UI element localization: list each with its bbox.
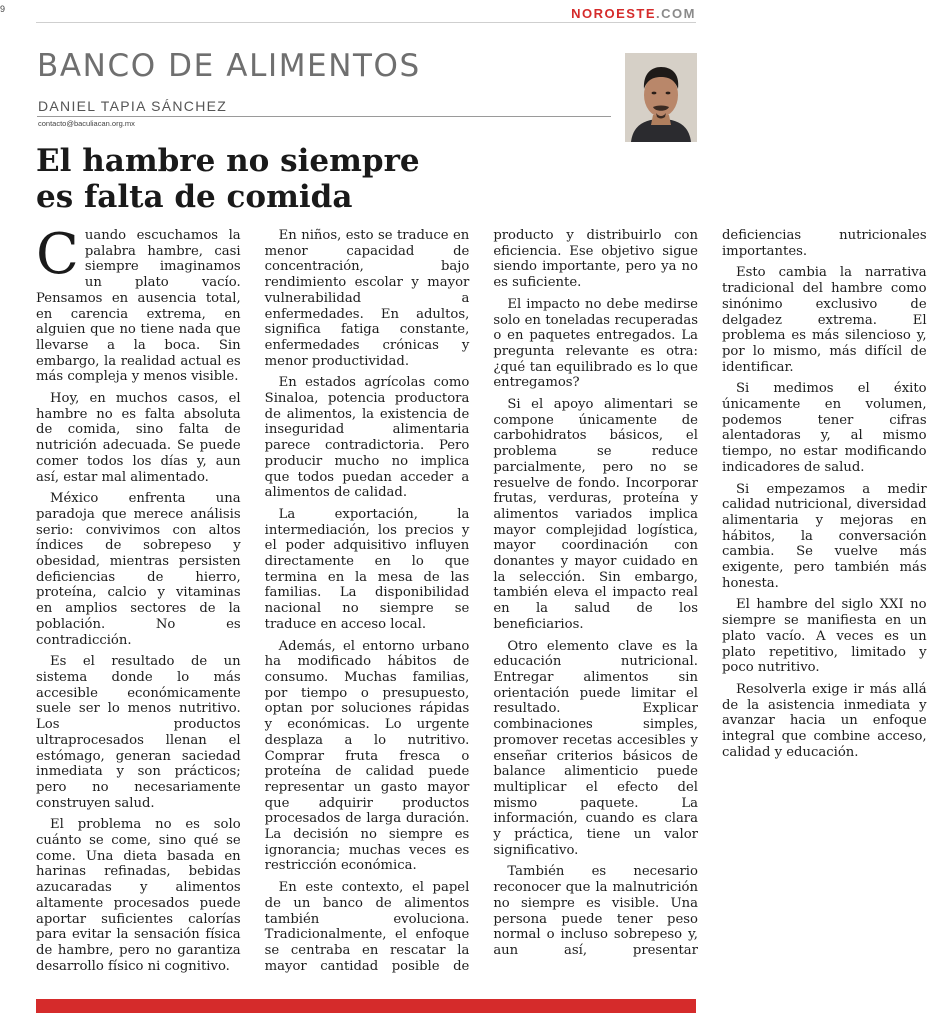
article-paragraph: La exportación, la intermediación, los precios y el poder adquisitivo influyen directamente en lo que termina en la mesa de las familias. La disponibilidad nacional no siempre se traduce en acceso local.: [264, 506, 470, 632]
section-title: BANCO DE ALIMENTOS: [37, 48, 421, 84]
article-paragraph: Otro elemento clave es la educación nutricional. Entregar alimentos sin orientación puede limitar el resultado. Explicar combinaciones simples, promover recetas accesibles y enseñar criterios básicos de balance alimenticio puede multiplicar el efecto del mismo paquete. La información, cuando es clara y práctica, tiene un valor significativo.: [493, 638, 698, 858]
article-paragraph: En estados agrícolas como Sinaloa, potencia productora de alimentos, la existencia de inseguridad alimentaria parece contradictoria. Pero producir mucho no implica que todos puedan acceder a alimentos de calidad.: [264, 375, 470, 501]
article-paragraph: Si empezamos a medir calidad nutricional, diversidad alimentaria y mejoras en hábitos, la conversación cambia. Se vuelve más exigente, pero también más honesta.: [721, 481, 927, 591]
author-email[interactable]: contacto@baculiacan.org.mx: [38, 119, 135, 128]
author-portrait-icon: [625, 53, 697, 142]
header-rule: [36, 22, 696, 23]
article-paragraph: Es el resultado de un sistema donde lo más accesible económicamente suele ser lo menos nutritivo. Los productos ultraprocesados llenan el estómago, generan saciedad inmediata y son prácticos; pero no necesariamente construyen salud.: [36, 654, 241, 811]
article-paragraph: El hambre del siglo XXI no siempre se manifiesta en un plato vacío. A veces es un plato repetitivo, limitado y poco nutritivo.: [721, 597, 927, 676]
article-paragraph: Si medimos el éxito únicamente en volumen, podemos tener cifras alentadoras y, al mismo tiempo, no estar modificando indicadores de salud.: [721, 381, 927, 475]
article-paragraph: El problema no es solo cuánto se come, sino qué se come. Una dieta basada en harinas refinadas, bebidas azucaradas y alimentos altamente procesados puede aportar suficientes calorías para evitar la sensación física de hambre, pero no garantiza desarrollo físico ni cognitivo.: [36, 817, 241, 974]
article-paragraph: Hoy, en muchos casos, el hambre no es falta absoluta de comida, sino falta de nutrición adecuada. Se puede comer todos los días y, aun así, estar mal alimentado.: [36, 391, 241, 485]
brand-name: NOROESTE: [571, 6, 657, 21]
headline-line: es falta de comida: [36, 179, 353, 215]
article-headline: [36, 143, 596, 215]
article-paragraph: También es necesario reconocer que la malnutrición no siempre es visible. Una persona puede tener peso normal o incluso sobrepeso y, aun así, presentar deficiencias nutricionales importantes.: [493, 228, 927, 958]
page-number: 9: [0, 4, 6, 14]
author-rule: [37, 116, 611, 117]
headline-line: El hambre no siempre: [36, 143, 420, 179]
article-paragraph: Esto cambia la narrativa tradicional del hambre como sinónimo exclusivo de delgadez extrema. El problema es más silencioso y, por lo mismo, más difícil de identificar.: [721, 265, 927, 375]
article-paragraph: En este contexto, el papel de un banco de alimentos también evoluciona. Tradicionalmente, el enfoque se centraba en rescatar la mayor cantidad posible de producto y distribuirlo con eficiencia. Ese objetivo sigue siendo importante, pero ya no es suficiente.: [264, 228, 698, 974]
article-paragraph: En niños, esto se traduce en menor capacidad de concentración, bajo rendimiento escolar y mayor vulnerabilidad a enfermedades. En adultos, significa fatiga constante, enfermedades crónicas y menor productividad.: [264, 228, 470, 369]
article-paragraph: Resolverla exige ir más allá de la asistencia inmediata y avanzar hacia un enfoque integral que combine acceso, calidad y educación.: [721, 681, 927, 760]
author-photo: [625, 53, 697, 142]
footer-bar: [36, 999, 696, 1013]
article-paragraph: México enfrenta una paradoja que merece análisis serio: convivimos con altos índices de sobrepeso y obesidad, mientras persisten deficiencias de hierro, proteína, calcio y vitaminas en amplios sectores de la población. No es contradicción.: [36, 491, 241, 648]
brand-logo[interactable]: [571, 6, 696, 21]
brand-domain: .COM: [656, 6, 696, 21]
paragraph-text: uando escuchamos la palabra hambre, casi siempre imaginamos un plato vacío. Pensamos en ausencia total, en carencia extrema, en alguien que no tiene nada que llevarse a la boca. Sin embargo, la realidad actual es más compleja y menos visible.: [36, 228, 241, 385]
article-paragraph: El impacto no debe medirse solo en toneladas recuperadas o en paquetes entregados. La pregunta relevante es otra: ¿qué tan equilibrado es lo que entregamos?: [493, 296, 698, 391]
article-paragraph: Además, el entorno urbano ha modificado hábitos de consumo. Muchas familias, por tiempo o presupuesto, optan por soluciones rápidas y económicas. Lo urgente desplaza a lo nutritivo. Comprar fruta fresca o proteína de calidad puede representar un gasto mayor que adquirir productos procesados de larga duración. La decisión no siempre es ignorancia; muchas veces es restricción económica.: [264, 638, 470, 874]
article-body: [36, 222, 927, 984]
article-paragraph: Si el apoyo alimentari se compone únicamente de carbohidratos básicos, el problema se reduce parcialmente, pero no se resuelve de fondo. Incorporar frutas, verduras, proteína y alimentos variados implica mayor complejidad logística, mayor coordinación con donantes y mayor cuidado en la selección. Sin embargo, también eleva el impacto real en la salud de los beneficiarios.: [493, 397, 698, 632]
article-paragraph: [36, 222, 241, 385]
drop-cap: C: [36, 222, 79, 287]
author-name: DANIEL TAPIA SÁNCHEZ: [38, 98, 228, 114]
